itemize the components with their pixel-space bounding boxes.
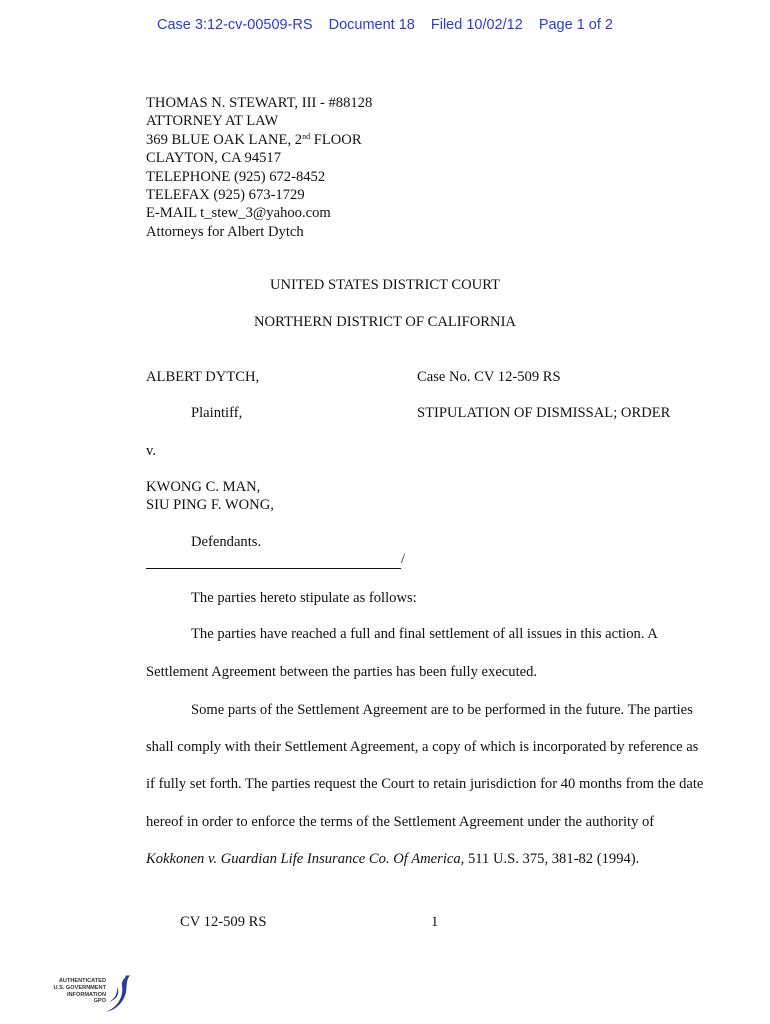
paragraph-3-line-5 (146, 851, 639, 868)
attorney-telephone: TELEPHONE (925) 672-8452 (146, 168, 326, 185)
footer-page-number: 1 (431, 914, 439, 930)
paragraph-3-line-3: if fully set forth. The parties request the Court to retain jurisdiction for 40 months from the date (146, 776, 704, 792)
attorney-email: E-MAIL t_stew_3@yahoo.com (146, 205, 331, 222)
seal-text: AUTHENTICATED U.S. GOVERNMENT INFORMATION GPO (53, 978, 106, 1005)
header-case-number: Case 3:12-cv-00509-RS (157, 17, 313, 33)
paragraph-1: The parties hereto stipulate as follows: (191, 590, 417, 606)
attorney-name: THOMAS N. STEWART, III - #88128 (146, 95, 373, 111)
paragraph-3-line-4: hereof in order to enforce the terms of the Settlement Agreement under the authority of (146, 814, 655, 830)
paragraph-2-line-2: Settlement Agreement between the parties has been fully executed. (146, 664, 538, 680)
header-page-count: Page 1 of 2 (538, 17, 613, 33)
header-document-number: Document 18 (328, 17, 415, 33)
plaintiff-name: ALBERT DYTCH, (146, 369, 260, 385)
attorney-title: ATTORNEY AT LAW (146, 113, 279, 130)
document-title: STIPULATION OF DISMISSAL; ORDER (417, 405, 671, 421)
defendant-1: KWONG C. MAN, (146, 479, 261, 495)
attorney-block (146, 94, 372, 241)
header-filed-date: Filed 10/02/12 (430, 17, 523, 33)
paragraph-2-line-1: The parties have reached a full and final settlement of all issues in this action. A (191, 626, 658, 642)
court-district: NORTHERN DISTRICT OF CALIFORNIA (254, 314, 516, 330)
citation-reporter: 511 U.S. 375, 381-82 (1994). (464, 851, 640, 867)
ecf-header (0, 17, 770, 33)
gpo-authentication-seal (44, 972, 134, 1018)
paragraph-3-line-2: shall comply with their Settlement Agreement, a copy of which is incorporated by reference as (146, 739, 699, 755)
caption-slash: / (401, 551, 406, 567)
case-number: Case No. CV 12-509 RS (417, 369, 561, 385)
attorney-for: Attorneys for Albert Dytch (146, 223, 304, 240)
case-citation: Kokkonen v. Guardian Life Insurance Co. Of America, (146, 851, 465, 867)
attorney-city: CLAYTON, CA 94517 (146, 150, 282, 167)
defendant-2: SIU PING F. WONG, (146, 497, 274, 513)
attorney-address: 369 BLUE OAK LANE, 2nd FLOOR (146, 131, 362, 148)
defendant-role: Defendants. (191, 534, 262, 550)
versus: v. (146, 443, 156, 459)
plaintiff-role: Plaintiff, (191, 405, 243, 421)
paragraph-3-line-1: Some parts of the Settlement Agreement are to be performed in the future. The parties (191, 702, 693, 718)
court-name: UNITED STATES DISTRICT COURT (270, 277, 500, 293)
caption-rule (146, 568, 401, 569)
footer-case-number: CV 12-509 RS (180, 914, 267, 930)
attorney-telefax: TELEFAX (925) 673-1729 (146, 187, 305, 204)
eagle-seal-icon (102, 972, 132, 1018)
